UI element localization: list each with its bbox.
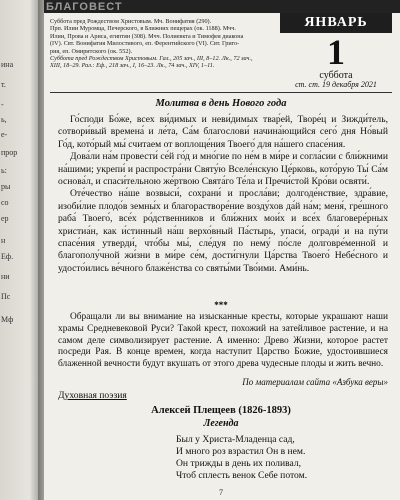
saints-line: (IV). Свт. Вонифатия Милостивого, еп. Ферентийского (VI). Свт. Григо- (50, 40, 240, 48)
poetry-section-heading: Духовная поэзия (58, 390, 127, 401)
left-fragment: е- (1, 130, 8, 139)
left-fragment: ь, (1, 115, 7, 124)
left-page-edge (0, 0, 42, 500)
month-label: ЯНВАРЬ (280, 13, 392, 33)
divider (50, 92, 392, 93)
saints-line: Суббота пред Рождеством Христовым. Мч. Вонифатия (290). (50, 18, 212, 25)
left-fragment: н (1, 236, 6, 245)
saints-line: рия, еп. Омиритского (ок. 552). (50, 47, 133, 55)
left-fragment: со (1, 198, 9, 207)
weekday: суббота (319, 70, 353, 81)
article-text (58, 312, 388, 371)
prayer-paragraph: Оте́чество на́ше возвыси́, сохрани́ и просла́ви; долгоде́нствие, здра́вие, изоби́лие плодо́в земны́х и благорастворе́ние возду́хов да́й на́м; меня́, гре́шного раба́ Твоего́, все́х ро́дственников и бли́жних мои́х и все́х благовере́рных христиа́н, как и́стинный на́ш верхо́вный Па́стырь, упаси́, огради́ и на пу́ти спасе́ния утверди́, что́бы мы́, сле́дуя по нему́ по́сле долговре́менной и благополу́чной жи́зни в ми́ре се́м, дости́гнули Ца́рства Твоего́ Небе́сного и удосто́ились ве́чного блаже́нства со святы́ми Тво́ими. Ами́нь. (58, 188, 388, 274)
poem-line: Он трижды в день их поливал, (176, 458, 302, 469)
old-style-date: ст. ст. 19 декабря 2021 (295, 80, 377, 89)
left-fragment: т. (1, 80, 6, 89)
readings-line: Суббота пред Рождеством Христовым. Гал., 205 зач., III, 8–12. Лк., 72 зач., (50, 55, 253, 63)
poem-author: Алексей Плещеев (1826-1893) (151, 405, 291, 416)
day-number: 1 (327, 32, 345, 72)
poem-line: Был у Христа-Младенца сад, (176, 434, 295, 445)
prayer-text (58, 114, 388, 275)
left-fragment: Пс (1, 292, 11, 301)
saints-line: Прп. Илии Муромца, Печерского, в Ближних пещерах (ок. 1188). Мчч. (50, 25, 236, 33)
watermark: БЛАГОВЕСТ (46, 1, 123, 13)
left-fragment: - (1, 100, 4, 109)
saints-of-day (50, 18, 274, 70)
left-fragment: ры (1, 182, 11, 191)
prayer-paragraph: Го́споди Бо́же, всех ви́димых и неви́димых твар́ей, Творе́ц и Зижди́тель, сотвори́вый времена́ и ле́та, Са́м благослови́ начина́ющийся сего́ дня Но́вый Го́д, кото́рый мы́ считаем от воплоще́ния Твоего́ для на́шего спасе́ния. (58, 114, 388, 150)
calendar-page (44, 0, 400, 500)
left-fragment: Еф. (1, 252, 14, 261)
prayer-paragraph: Дова́ли на́м провести́ се́й го́д и мно́гие по не́м в ми́ре и согла́сии с бли́жними на́шими; укрепи́ и распростра́ни Святу́ю Вселе́нскую Це́рковь, кото́рую Ты́ Са́м основа́л, и спаси́тельною же́ртвою Свята́го Те́ла и Пречи́стой Кро́ви освяти́. (58, 151, 388, 188)
page-number: 7 (219, 488, 223, 497)
left-fragment: ина (1, 60, 14, 69)
left-fragment: ер (1, 214, 9, 223)
readings-line: XIII, 18–29. Рал.: Еф., 218 зач., I, 16–23. Лк., 74 зач., XIV, 1–11. (50, 62, 215, 70)
left-fragment: Мф (1, 315, 14, 324)
poem-line: Чтоб сплесть венок Себе потом. (176, 470, 308, 481)
section-stars: *** (214, 300, 228, 310)
left-fragment: ни (1, 272, 10, 281)
left-fragment: ь: (1, 166, 7, 175)
poem-text (176, 434, 386, 482)
prayer-title: Молитва в день Нового года (155, 98, 287, 109)
article-source: По материалам сайта «Азбука веры» (242, 377, 388, 387)
left-fragment: прор (1, 148, 18, 157)
article-paragraph: Обращали ли вы внимание на изысканные кресты, которые украшают наши храмы Средневековой Руси? Такой крест, похожий на затейливое растение, и на самом деле символизирует растение. А именно: Древо Жизни, которое растет посреди Рая. В конце времен, когда наступит Царство Божие, удостоившиеся блаженной вечности будут вкушать от этого древа чудесные плоды и жить вечно. (58, 312, 388, 370)
poem-line: И много роз взрастил Он в нем. (176, 446, 306, 457)
poem-title: Легенда (203, 418, 239, 429)
saints-line: Илии, Прова и Ариса, египтян (308). Мчч. Полиевкта и Тимофея диакона (50, 32, 244, 40)
